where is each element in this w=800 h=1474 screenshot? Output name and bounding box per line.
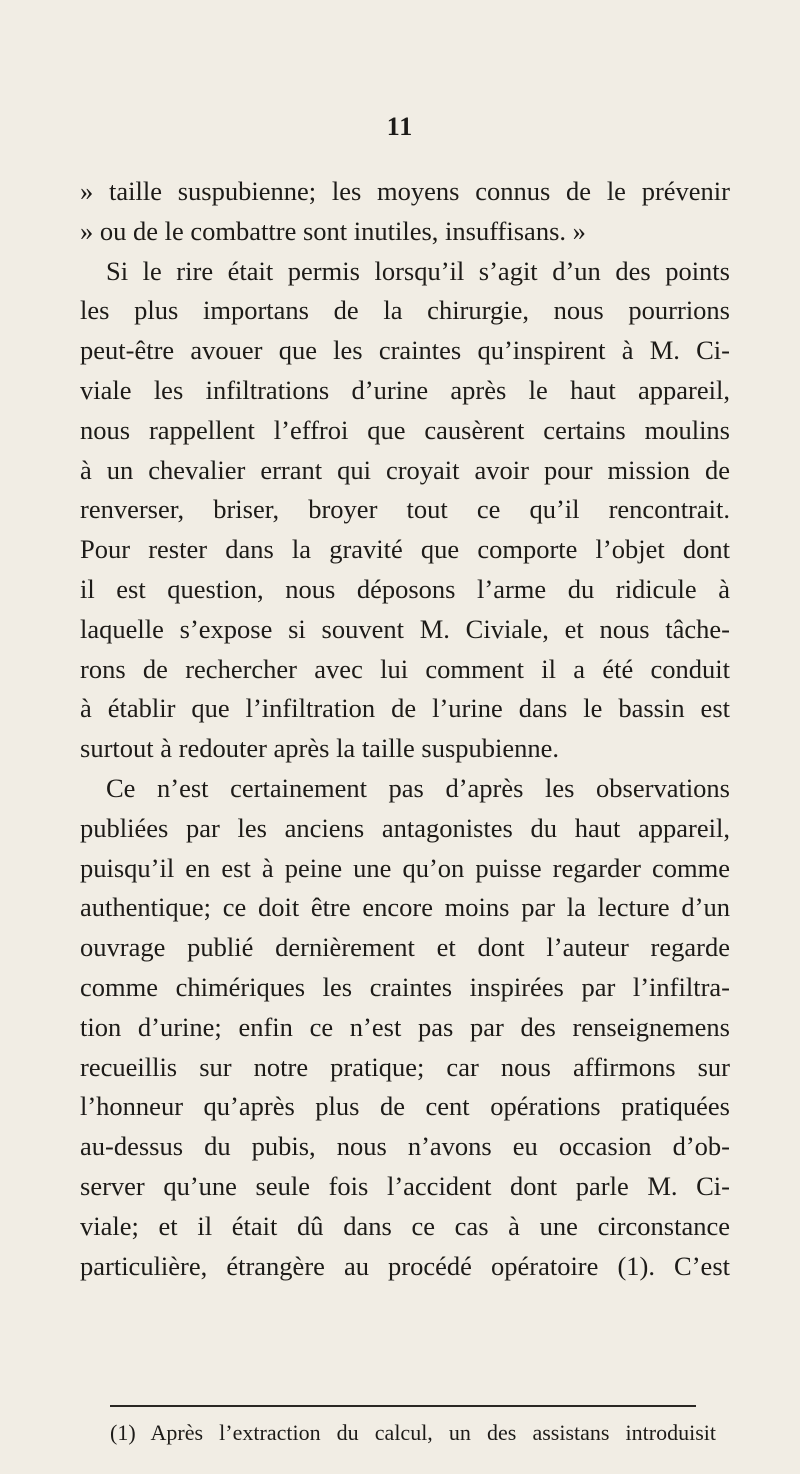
text-line: renverser, briser, broyer tout ce qu’il rencontrait. xyxy=(80,494,730,525)
text-line: l’honneur qu’après plus de cent opérations pratiquées xyxy=(80,1091,730,1122)
text-line: nous rappellent l’effroi que causèrent certains moulins xyxy=(80,414,730,445)
text-line: viale; et il était dû dans ce cas à une circonstance xyxy=(80,1210,730,1241)
text-line: les plus importans de la chirurgie, nous pourrions xyxy=(80,295,730,326)
text-line: viale les infiltrations d’urine après le haut appareil, xyxy=(80,374,730,405)
text-line: authentique; ce doit être encore moins par la lecture d’un xyxy=(80,892,730,923)
text-line: tion d’urine; enfin ce n’est pas par des renseignemens xyxy=(80,1011,730,1042)
text-line: server qu’une seule fois l’accident dont parle M. Ci- xyxy=(80,1170,730,1201)
text-line: puisqu’il en est à peine une qu’on puisse regarder comme xyxy=(80,852,730,883)
footnote: (1) Après l’extraction du calcul, un des assistans introduisit xyxy=(110,1420,716,1445)
text-line: Ce n’est certainement pas d’après les observations xyxy=(106,772,730,803)
text-line: Pour rester dans la gravité que comporte l’objet dont xyxy=(80,534,730,565)
footnote-rule xyxy=(110,1405,696,1407)
text-line: au-dessus du pubis, nous n’avons eu occasion d’ob- xyxy=(80,1131,730,1162)
text-line: à établir que l’infiltration de l’urine dans le bassin est xyxy=(80,693,730,724)
text-line: surtout à redouter après la taille suspubienne. xyxy=(80,733,560,764)
text-line: comme chimériques les craintes inspirées par l’infiltra- xyxy=(80,971,730,1002)
text-line: publiées par les anciens antagonistes du haut appareil, xyxy=(80,812,730,843)
text-line: peut-être avouer que les craintes qu’inspirent à M. Ci- xyxy=(80,335,730,366)
text-line: Si le rire était permis lorsqu’il s’agit d’un des points xyxy=(106,255,730,286)
text-line: » ou de le combattre sont inutiles, insuffisans. » xyxy=(80,215,586,246)
text-line: particulière, étrangère au procédé opératoire (1). C’est xyxy=(80,1250,730,1281)
text-line: il est question, nous déposons l’arme du ridicule à xyxy=(80,573,730,604)
body-text xyxy=(80,172,730,1286)
text-line: à un chevalier errant qui croyait avoir pour mission de xyxy=(80,454,730,485)
page-number: 11 xyxy=(386,112,414,141)
text-line: ouvrage publié dernièrement et dont l’auteur regarde xyxy=(80,932,730,963)
text-line: rons de rechercher avec lui comment il a été conduit xyxy=(80,653,730,684)
text-line: recueillis sur notre pratique; car nous affirmons sur xyxy=(80,1051,730,1082)
text-line: » taille suspubienne; les moyens connus de le prévenir xyxy=(80,176,730,206)
text-line: laquelle s’expose si souvent M. Civiale, et nous tâche- xyxy=(80,613,730,644)
